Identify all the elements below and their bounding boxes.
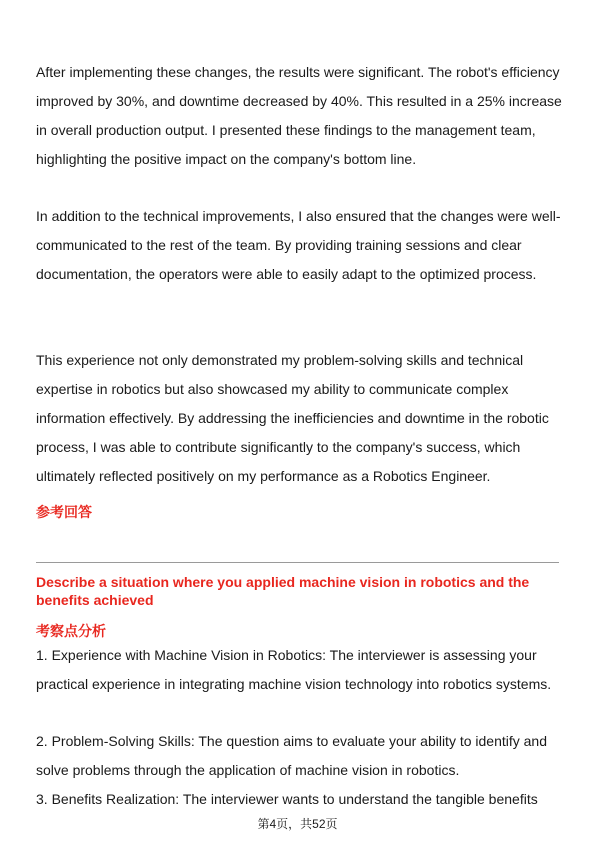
communication-paragraph: In addition to the technical improvements, I also ensured that the changes were well-communicated to the rest of the team. By providing training sessions and clear documentation, the operators were able to easily adapt to the optimized process. — [36, 208, 561, 282]
reference-answer-label: 参考回答 — [36, 504, 92, 520]
results-paragraph: After implementing these changes, the results were significant. The robot's efficiency improved by 30%, and downtime decreased by 40%. This resulted in a 25% increase in overall production output. I presented these findings to the management team, highlighting the positive impact on the company's bottom line. — [36, 64, 562, 167]
question-title: Describe a situation where you applied machine vision in robotics and the benefits achieved — [36, 574, 530, 608]
analysis-point-3: 3. Benefits Realization: The interviewer wants to understand the tangible benefits — [36, 791, 538, 807]
analysis-point-1: 1. Experience with Machine Vision in Robotics: The interviewer is assessing your practical experience in integrating machine vision technology into robotics systems. — [36, 647, 552, 692]
page-footer: 第4页，共52页 — [257, 817, 338, 831]
analysis-label: 考察点分析 — [36, 623, 106, 639]
analysis-point-2: 2. Problem-Solving Skills: The question aims to evaluate your ability to identify and solve problems through the application of machine vision in robotics. — [36, 733, 548, 778]
conclusion-paragraph: This experience not only demonstrated my problem-solving skills and technical expertise in robotics but also showcased my ability to communicate complex information effectively. By addressing the inefficiencies and downtime in the robotic process, I was able to contribute significantly to the company's success, which ultimately reflected positively on my performance as a Robotics Engineer. — [36, 352, 549, 484]
section-divider — [36, 562, 559, 563]
